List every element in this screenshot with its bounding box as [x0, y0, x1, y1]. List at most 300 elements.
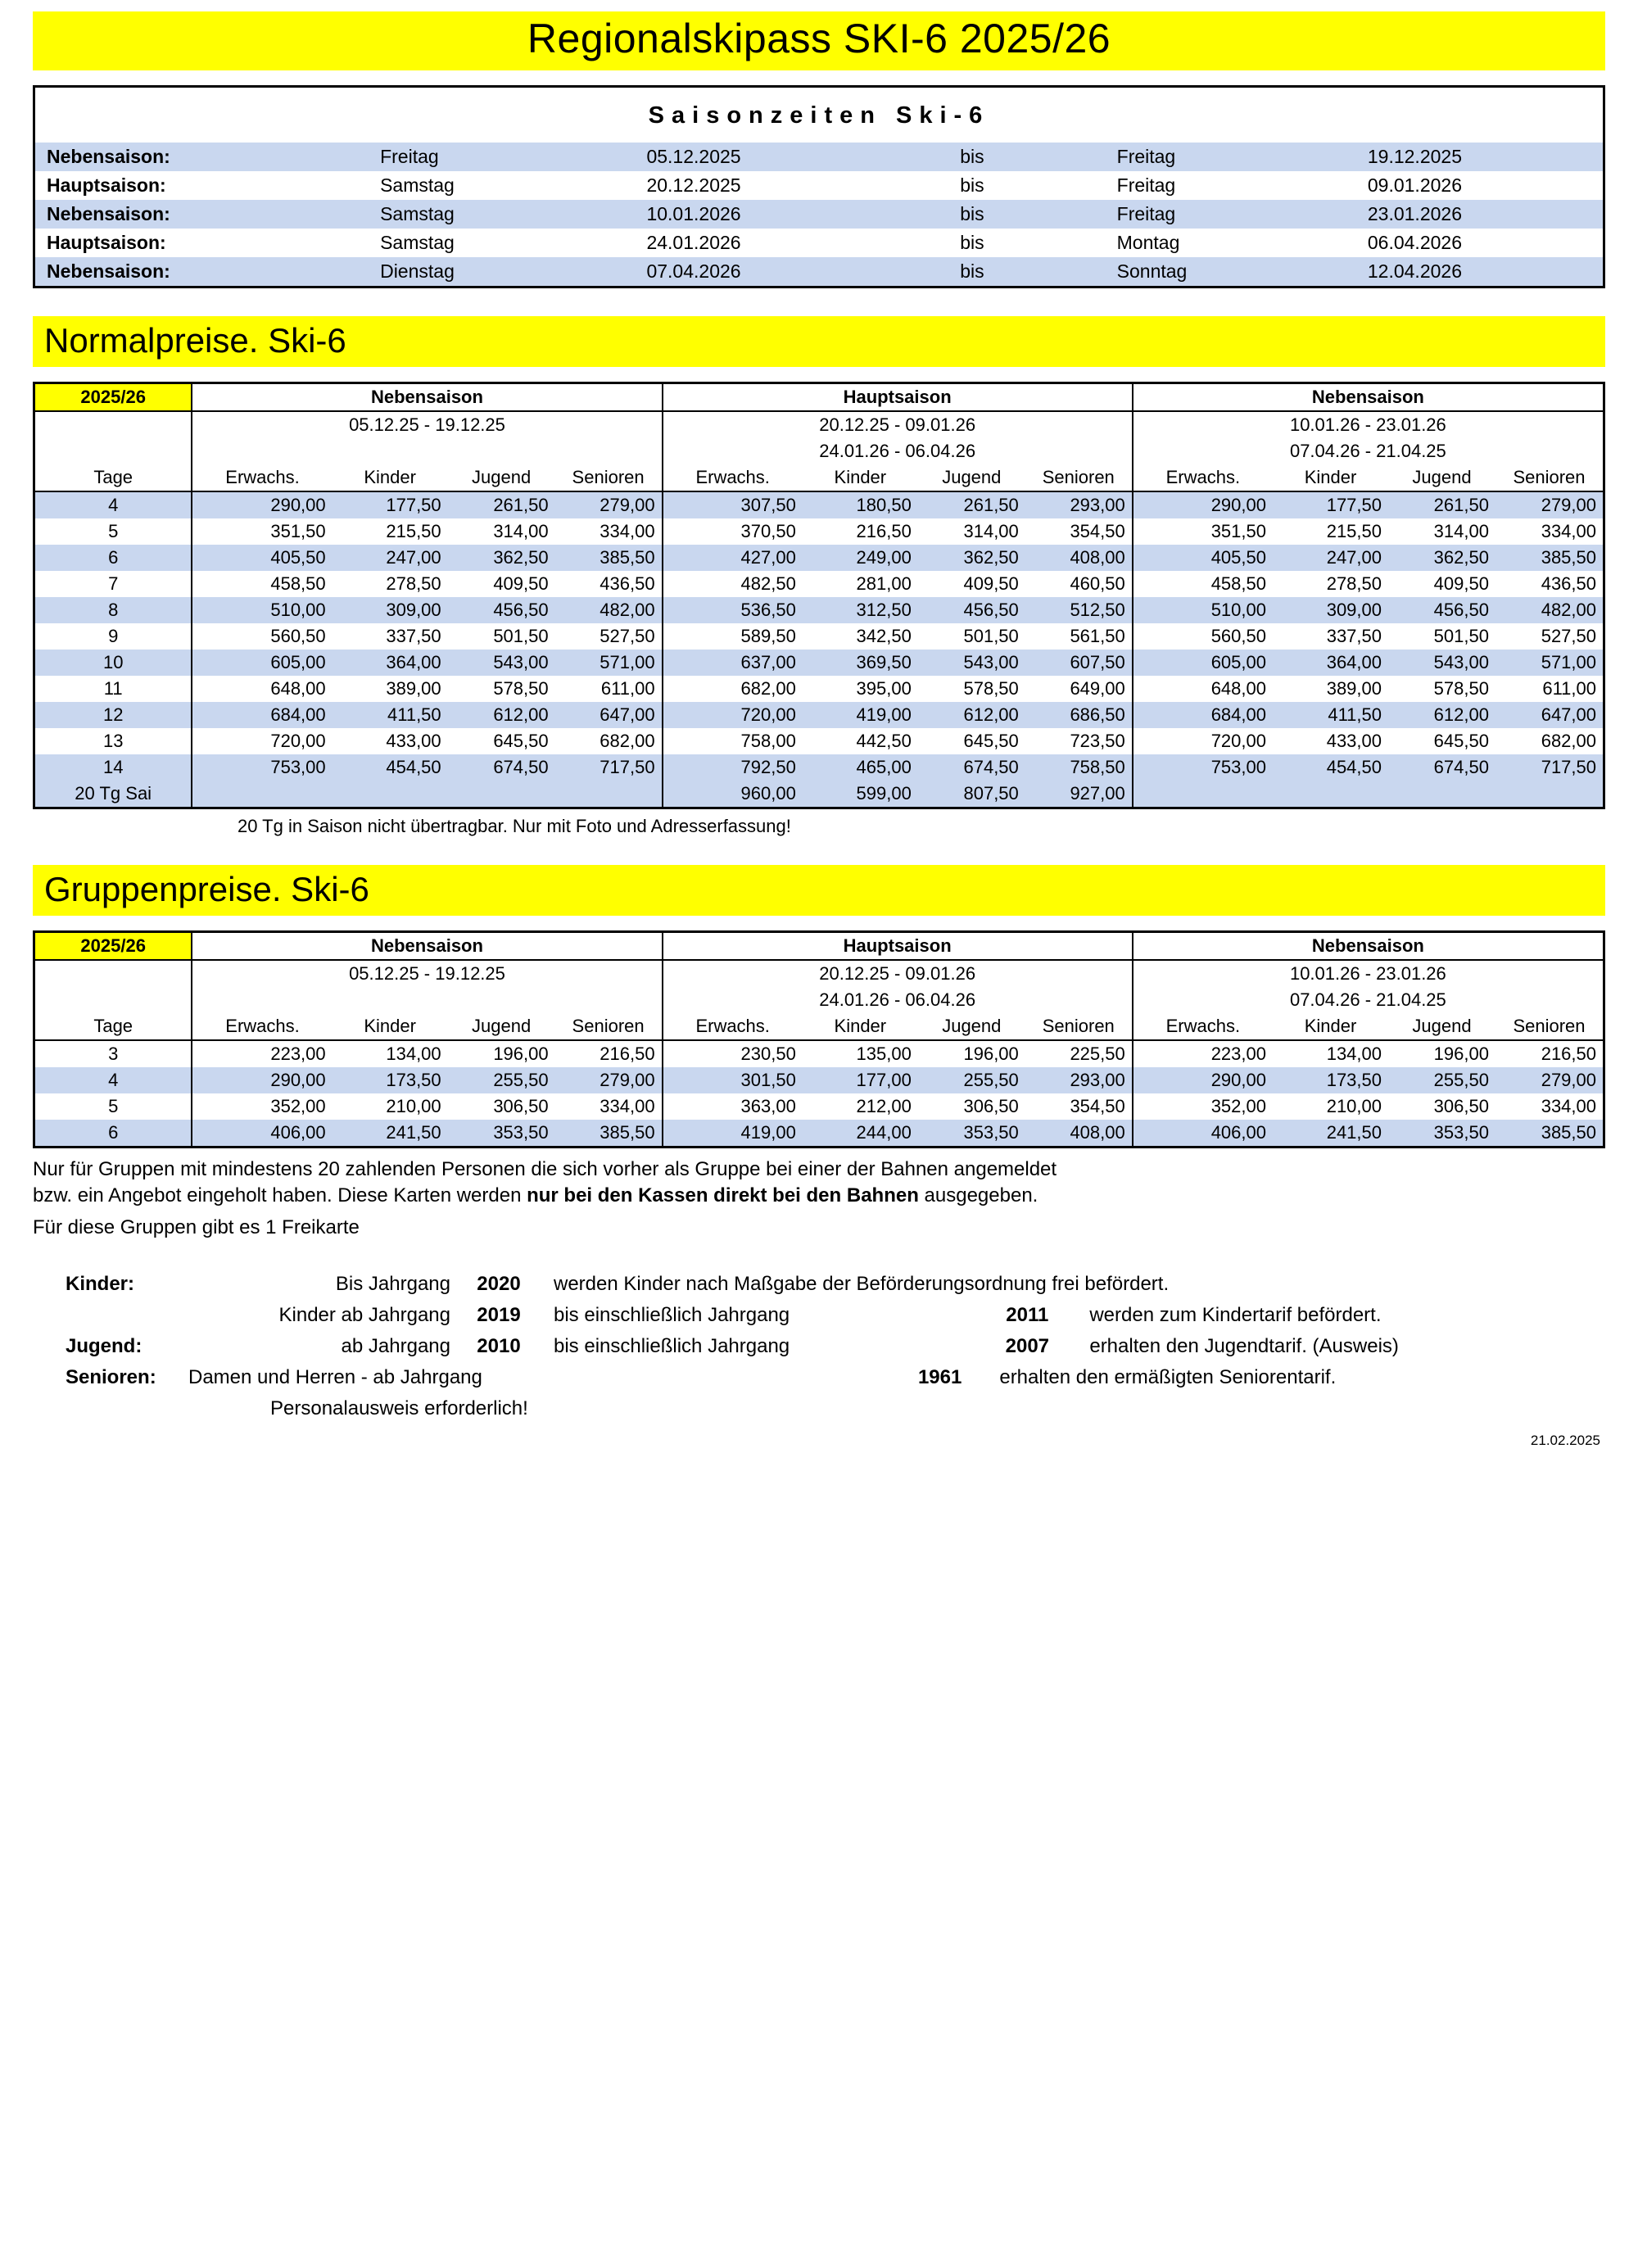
price-cell: 807,50: [918, 781, 1025, 807]
season-date-to: 06.04.2026: [1367, 232, 1462, 253]
price-cell: 223,00: [1133, 1040, 1273, 1067]
price-cell: 362,50: [918, 545, 1025, 571]
column-header-kinder: Kinder: [333, 464, 448, 491]
price-cell: [333, 781, 448, 807]
price-cell: 612,00: [918, 702, 1025, 728]
price-cell: 351,50: [270, 521, 326, 541]
column-header-kinder: Kinder: [1273, 464, 1388, 491]
price-cell: 405,50: [1133, 545, 1273, 571]
price-cell: 364,00: [333, 650, 448, 676]
season-group-header: Hauptsaison: [663, 384, 1133, 411]
row-days: 12: [35, 702, 192, 728]
table-row: [35, 650, 1603, 676]
price-cell: 482,00: [1495, 597, 1603, 623]
senioren-rule-desc: erhalten den ermäßigten Seniorentarif.: [999, 1366, 1337, 1389]
season-range: 07.04.26 - 21.04.25: [1133, 438, 1603, 464]
table-row: [35, 754, 1603, 781]
price-cell: 281,00: [856, 573, 912, 594]
price-cell: 607,50: [1025, 650, 1133, 676]
season-range: 20.12.25 - 09.01.26: [663, 411, 1133, 438]
column-header-kinder: Kinder: [1273, 1013, 1388, 1040]
price-cell: 648,00: [1133, 676, 1273, 702]
price-cell: 536,50: [663, 597, 803, 623]
price-cell: 196,00: [1433, 1043, 1489, 1064]
price-cell: 177,50: [1273, 491, 1388, 518]
price-cell: 433,00: [386, 731, 441, 751]
season-bis: bis: [960, 232, 984, 253]
price-cell: 720,00: [270, 731, 326, 751]
column-header-kinder: Kinder: [803, 464, 918, 491]
column-header-senioren: Senioren: [555, 464, 663, 491]
price-cell: 578,50: [1433, 678, 1489, 699]
price-cell: [555, 781, 663, 807]
group-conditions: [33, 1157, 1605, 1241]
kinder-rule-1-text: Bis Jahrgang: [335, 1273, 450, 1296]
table-row: [66, 1362, 1638, 1393]
table-row: [35, 597, 1603, 623]
price-cell: 960,00: [663, 781, 803, 807]
price-cell: 261,50: [1388, 491, 1495, 518]
price-cell: 255,50: [448, 1067, 555, 1093]
table-column-header-row: [35, 464, 1603, 491]
price-cell: 353,50: [918, 1120, 1025, 1146]
row-days: 8: [35, 597, 192, 623]
season-type: Hauptsaison:: [47, 174, 166, 196]
table-row: [35, 571, 1603, 597]
spacer-cell: [35, 960, 192, 987]
season-date-from: 10.01.2026: [646, 200, 960, 229]
price-cell: 927,00: [1025, 781, 1133, 807]
price-cell: 177,00: [803, 1067, 918, 1093]
table-row: [35, 518, 1603, 545]
price-cell: 353,50: [1388, 1120, 1495, 1146]
row-days: 20 Tg Sai: [35, 781, 192, 807]
column-header-erwachsene: Erwachs.: [1133, 1013, 1273, 1040]
table-row: [35, 781, 1603, 807]
column-header-kinder: Kinder: [803, 1013, 918, 1040]
group-condition-line-2: [33, 1183, 1605, 1209]
price-cell: 290,00: [1133, 491, 1273, 518]
table-row: [35, 257, 1603, 286]
price-cell: 301,50: [663, 1067, 803, 1093]
age-rules-block: [33, 1269, 1605, 1424]
price-cell: 682,00: [1541, 731, 1596, 751]
price-cell: [1133, 781, 1273, 807]
season-bis: bis: [960, 143, 1116, 171]
price-cell: 215,50: [1326, 521, 1382, 541]
normal-prices-heading: Normalpreise. Ski-6: [33, 316, 1605, 367]
price-cell: 433,00: [1326, 731, 1382, 751]
price-cell: 173,50: [333, 1067, 448, 1093]
table-row: [66, 1393, 1638, 1424]
price-cell: 247,00: [333, 545, 448, 571]
price-cell: 674,50: [918, 754, 1025, 781]
row-days: 6: [35, 545, 192, 571]
price-cell: 510,00: [1133, 597, 1273, 623]
season-times-box: [33, 85, 1605, 288]
id-required-note: Personalausweis erforderlich!: [270, 1397, 528, 1420]
price-cell: [448, 781, 555, 807]
price-cell: 589,50: [663, 623, 803, 650]
price-cell: 279,00: [555, 491, 663, 518]
price-cell: 363,00: [663, 1093, 803, 1120]
kinder-rule-2-mid: bis einschließlich Jahrgang: [554, 1304, 790, 1327]
price-cell: 758,50: [1025, 754, 1133, 781]
price-cell: 223,00: [270, 1043, 326, 1064]
season-day-to: Freitag: [1117, 200, 1368, 229]
document-title-banner: [33, 11, 1605, 70]
price-cell: 436,50: [1541, 573, 1596, 594]
season-date-from: 20.12.2025: [646, 174, 741, 196]
days-column-header: Tage: [35, 464, 192, 491]
price-cell: 674,50: [448, 754, 555, 781]
price-cell: 255,50: [918, 1067, 1025, 1093]
group-prices-table: [35, 933, 1603, 1146]
price-cell: 571,00: [555, 650, 663, 676]
season-date-to: 12.04.2026: [1368, 257, 1603, 286]
price-cell: 177,50: [333, 491, 448, 518]
season-group-header: Nebensaison: [1133, 384, 1603, 411]
price-cell: 411,50: [333, 702, 448, 728]
kinder-rule-1-desc: werden Kinder nach Maßgabe der Beförderungsordnung frei befördert.: [554, 1273, 1170, 1296]
season-type: Hauptsaison:: [47, 232, 166, 253]
year-label: 2025/26: [35, 384, 192, 411]
season-range: 20.12.25 - 09.01.26: [663, 960, 1133, 987]
row-days: 11: [35, 676, 192, 702]
days-column-header: Tage: [35, 1013, 192, 1040]
price-cell: 571,00: [1495, 650, 1603, 676]
season-bis: bis: [960, 200, 1116, 229]
group-prices-table-wrap: [33, 930, 1605, 1148]
price-cell: 215,50: [386, 521, 441, 541]
price-cell: 501,50: [493, 626, 549, 646]
group-condition-line-2-a: bzw. ein Angebot eingeholt haben. Diese Karten werden: [33, 1184, 527, 1206]
price-cell: 792,50: [663, 754, 803, 781]
price-cell: 353,50: [448, 1120, 555, 1146]
season-day-from: Samstag: [380, 174, 455, 196]
price-cell: 337,50: [1326, 626, 1382, 646]
price-cell: 648,00: [270, 678, 326, 699]
age-rules-table: [66, 1269, 1638, 1424]
column-header-erwachsene: Erwachs.: [192, 1013, 332, 1040]
price-cell: 409,50: [493, 573, 549, 594]
kinder-rule-2-desc: werden zum Kindertarif befördert.: [1089, 1304, 1382, 1327]
table-row: [35, 728, 1603, 754]
price-cell: 510,00: [192, 597, 332, 623]
price-cell: 578,50: [493, 678, 549, 699]
price-cell: 406,00: [192, 1120, 332, 1146]
column-header-jugend: Jugend: [1388, 464, 1495, 491]
spacer-cell: [35, 438, 192, 464]
price-cell: 278,50: [1326, 573, 1382, 594]
season-day-from: Samstag: [380, 232, 455, 253]
price-cell: 647,00: [555, 702, 663, 728]
column-header-jugend: Jugend: [448, 464, 555, 491]
price-cell: 293,00: [1025, 491, 1133, 518]
table-row: [35, 676, 1603, 702]
spacer-cell: [66, 1300, 188, 1331]
jugend-rule-desc: erhalten den Jugendtarif. (Ausweis): [1089, 1335, 1399, 1358]
price-cell: 134,00: [386, 1043, 441, 1064]
price-cell: 279,00: [1495, 1067, 1603, 1093]
price-cell: 456,50: [918, 597, 1025, 623]
price-cell: 306,50: [963, 1096, 1019, 1116]
price-cell: 241,50: [333, 1120, 448, 1146]
price-cell: 196,00: [493, 1043, 549, 1064]
price-cell: 337,50: [386, 626, 441, 646]
season-range: 24.01.26 - 06.04.26: [663, 438, 1133, 464]
column-header-jugend: Jugend: [918, 464, 1025, 491]
price-cell: 543,00: [1388, 650, 1495, 676]
column-header-senioren: Senioren: [1495, 464, 1603, 491]
price-cell: 307,50: [663, 491, 803, 518]
price-cell: 527,50: [600, 626, 655, 646]
price-cell: 334,00: [1541, 1096, 1596, 1116]
price-cell: 306,50: [1433, 1096, 1489, 1116]
season-date-to: 09.01.2026: [1367, 174, 1462, 196]
price-cell: 180,50: [803, 491, 918, 518]
price-cell: 354,50: [1070, 521, 1125, 541]
row-days: 13: [35, 728, 192, 754]
table-row: [35, 200, 1603, 229]
price-cell: 216,50: [1541, 1043, 1596, 1064]
price-cell: 501,50: [1433, 626, 1489, 646]
normal-prices-table-wrap: [33, 382, 1605, 809]
price-cell: 411,50: [1273, 702, 1388, 728]
price-cell: 314,00: [963, 521, 1019, 541]
jugend-rule-year: 2010: [477, 1335, 521, 1358]
price-cell: 362,50: [448, 545, 555, 571]
row-days: 3: [35, 1040, 192, 1067]
price-cell: 527,50: [1541, 626, 1596, 646]
price-cell: 385,50: [555, 545, 663, 571]
table-header-row: [35, 933, 1603, 960]
price-cell: 279,00: [555, 1067, 663, 1093]
table-range-row: [35, 438, 1603, 464]
season-day-to: Montag: [1116, 232, 1180, 253]
season-group-header: Nebensaison: [1133, 933, 1603, 960]
table-row: [35, 171, 1603, 200]
column-header-senioren: Senioren: [1495, 1013, 1603, 1040]
price-cell: 686,50: [1025, 702, 1133, 728]
price-list-document: [0, 11, 1638, 1457]
price-cell: 290,00: [192, 491, 332, 518]
price-cell: 364,00: [1273, 650, 1388, 676]
column-header-erwachsene: Erwachs.: [663, 464, 803, 491]
price-cell: 255,50: [1388, 1067, 1495, 1093]
kinder-label: Kinder:: [66, 1273, 134, 1296]
price-cell: 196,00: [963, 1043, 1019, 1064]
price-cell: 605,00: [192, 650, 332, 676]
price-cell: 645,50: [1433, 731, 1489, 751]
season-date-from: 24.01.2026: [646, 232, 741, 253]
season-day-from: Samstag: [380, 200, 646, 229]
season-date-from: 05.12.2025: [646, 143, 960, 171]
group-condition-line-2-b: ausgegeben.: [918, 1184, 1038, 1206]
price-cell: 684,00: [1133, 702, 1273, 728]
season-times-body: [35, 143, 1603, 286]
price-cell: 314,00: [493, 521, 549, 541]
row-days: 6: [35, 1120, 192, 1146]
price-cell: 561,50: [1070, 626, 1125, 646]
price-cell: 261,50: [918, 491, 1025, 518]
season-type: Nebensaison:: [35, 143, 380, 171]
senioren-rule-year: 1961: [917, 1366, 962, 1389]
price-cell: 249,00: [803, 545, 918, 571]
price-cell: 370,50: [663, 518, 803, 545]
price-cell: 352,00: [1133, 1093, 1273, 1120]
season-date-to: 23.01.2026: [1368, 200, 1603, 229]
season-type: Nebensaison:: [35, 200, 380, 229]
price-cell: 385,50: [1495, 1120, 1603, 1146]
season-range: 05.12.25 - 19.12.25: [349, 963, 505, 984]
price-cell: 482,50: [663, 571, 803, 597]
page-title: Regionalskipass SKI-6 2025/26: [527, 16, 1111, 61]
column-header-erwachsene: Erwachs.: [1133, 464, 1273, 491]
jugend-rule-year2: 2007: [1005, 1335, 1050, 1358]
senioren-rule-text: Damen und Herren - ab Jahrgang: [188, 1366, 482, 1389]
table-range-row: [35, 960, 1603, 987]
spacer-cell: [35, 411, 192, 438]
price-cell: 216,50: [856, 521, 912, 541]
price-cell: 408,00: [1025, 1120, 1133, 1146]
table-row: [35, 702, 1603, 728]
table-row: [35, 491, 1603, 518]
row-days: 4: [35, 491, 192, 518]
table-row: [35, 1040, 1603, 1067]
spacer-cell: [35, 987, 192, 1013]
column-header-senioren: Senioren: [555, 1013, 663, 1040]
price-cell: 247,00: [1273, 545, 1388, 571]
price-cell: 261,50: [448, 491, 555, 518]
price-cell: 334,00: [600, 521, 655, 541]
document-date: 21.02.2025: [1530, 1433, 1600, 1449]
season-range: 10.01.26 - 23.01.26: [1133, 411, 1603, 438]
table-range-row: [35, 987, 1603, 1013]
column-header-erwachsene: Erwachs.: [663, 1013, 803, 1040]
price-cell: 212,00: [856, 1096, 912, 1116]
row-days: 5: [35, 518, 192, 545]
season-range: [192, 987, 662, 1013]
price-cell: 442,50: [856, 731, 912, 751]
jugend-rule-text: ab Jahrgang: [341, 1335, 450, 1358]
table-row: [35, 143, 1603, 171]
price-cell: 306,50: [493, 1096, 549, 1116]
price-cell: 456,50: [1388, 597, 1495, 623]
price-cell: 674,50: [1388, 754, 1495, 781]
price-cell: 405,50: [192, 545, 332, 571]
price-cell: 419,00: [663, 1120, 803, 1146]
price-cell: [1388, 781, 1495, 807]
season-range: 10.01.26 - 23.01.26: [1133, 960, 1603, 987]
price-cell: [192, 781, 332, 807]
price-cell: 406,00: [1133, 1120, 1273, 1146]
price-cell: 225,50: [1070, 1043, 1125, 1064]
senioren-label: Senioren:: [66, 1366, 156, 1389]
price-cell: 241,50: [1273, 1120, 1388, 1146]
season-bis: bis: [960, 257, 1116, 286]
price-cell: 352,00: [270, 1096, 326, 1116]
price-cell: 389,00: [386, 678, 441, 699]
price-cell: 560,50: [1133, 623, 1273, 650]
price-cell: 409,50: [1433, 573, 1489, 594]
group-condition-line-3: Für diese Gruppen gibt es 1 Freikarte: [33, 1216, 360, 1239]
price-cell: 290,00: [192, 1067, 332, 1093]
column-header-senioren: Senioren: [1025, 464, 1133, 491]
price-cell: 578,50: [963, 678, 1019, 699]
group-condition-line-1: Nur für Gruppen mit mindestens 20 zahlenden Personen die sich vorher als Gruppe bei einer der Bahnen angemeldet: [33, 1158, 1057, 1180]
price-cell: 427,00: [663, 545, 803, 571]
price-cell: 458,50: [270, 573, 326, 594]
price-cell: 389,00: [1326, 678, 1382, 699]
kinder-rule-2-year2: 2011: [1006, 1304, 1049, 1327]
price-cell: 512,50: [1025, 597, 1133, 623]
price-cell: 173,50: [1273, 1067, 1388, 1093]
price-cell: 409,50: [963, 573, 1019, 594]
price-cell: 458,50: [1133, 571, 1273, 597]
season-group-header: Nebensaison: [192, 933, 662, 960]
kinder-rule-2-year: 2019: [477, 1304, 521, 1327]
price-cell: 312,50: [803, 597, 918, 623]
price-cell: 385,50: [1495, 545, 1603, 571]
price-cell: 454,50: [1273, 754, 1388, 781]
season-day-from: Freitag: [380, 143, 646, 171]
price-cell: 645,50: [493, 731, 549, 751]
jugend-rule-mid: bis einschließlich Jahrgang: [554, 1335, 790, 1358]
price-cell: 354,50: [1070, 1096, 1125, 1116]
season-times-table: [35, 143, 1603, 286]
price-cell: 309,00: [333, 597, 448, 623]
season-range: 05.12.25 - 19.12.25: [349, 414, 505, 435]
price-cell: 720,00: [663, 702, 803, 728]
row-days: 9: [35, 623, 192, 650]
price-cell: 637,00: [663, 650, 803, 676]
column-header-erwachsene: Erwachs.: [192, 464, 332, 491]
price-cell: 134,00: [1326, 1043, 1382, 1064]
season-day-from: Dienstag: [380, 257, 646, 286]
column-header-jugend: Jugend: [1388, 1013, 1495, 1040]
price-cell: 482,00: [555, 597, 663, 623]
table-row: [66, 1300, 1638, 1331]
price-cell: 717,50: [555, 754, 663, 781]
row-days: 7: [35, 571, 192, 597]
price-cell: 369,50: [803, 650, 918, 676]
season-bis: bis: [960, 174, 984, 196]
table-row: [66, 1269, 1638, 1300]
row-days: 4: [35, 1067, 192, 1093]
price-cell: 135,00: [856, 1043, 912, 1064]
kinder-rule-2-text: Kinder ab Jahrgang: [278, 1304, 450, 1327]
price-cell: 314,00: [1433, 521, 1489, 541]
price-cell: 612,00: [1388, 702, 1495, 728]
price-cell: 645,50: [963, 731, 1019, 751]
price-cell: 216,50: [600, 1043, 655, 1064]
table-row: [35, 1093, 1603, 1120]
price-cell: 465,00: [803, 754, 918, 781]
price-cell: 611,00: [600, 678, 655, 699]
season-type: Nebensaison:: [35, 257, 380, 286]
price-cell: 230,50: [663, 1040, 803, 1067]
price-cell: 244,00: [803, 1120, 918, 1146]
price-cell: 395,00: [856, 678, 912, 699]
table-row: [35, 545, 1603, 571]
kinder-rule-1-year: 2020: [477, 1273, 521, 1296]
price-cell: 599,00: [803, 781, 918, 807]
season-day-to: Freitag: [1116, 174, 1176, 196]
price-cell: 501,50: [963, 626, 1019, 646]
season-range: 24.01.26 - 06.04.26: [663, 987, 1133, 1013]
price-cell: 543,00: [448, 650, 555, 676]
